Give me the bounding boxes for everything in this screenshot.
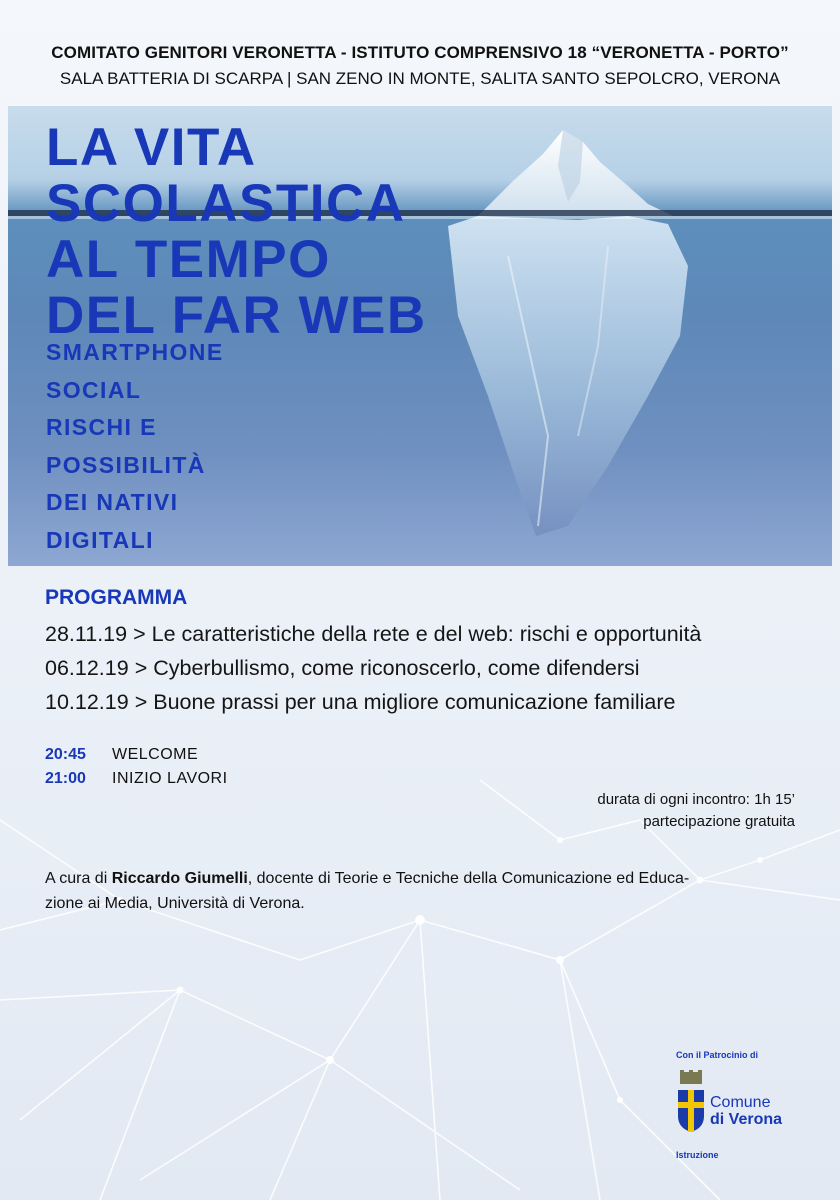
header [8,40,832,92]
subtitle-line: DIGITALI [46,526,154,553]
separator: > [133,622,146,646]
logo-name-line2: di Verona [710,1111,783,1128]
main-title [46,120,427,344]
schedule [45,743,228,791]
participation-text: partecipazione gratuita [643,813,795,830]
title-line: DEL FAR WEB [46,286,427,345]
program-item [45,685,701,719]
subtitle-line: POSSIBILITÀ [46,451,206,478]
coat-of-arms-icon [676,1070,706,1132]
schedule-label: WELCOME [112,746,199,763]
schedule-time: 20:45 [45,746,86,763]
schedule-time: 21:00 [45,770,86,787]
event-date: 06.12.19 [45,656,129,680]
schedule-row [45,767,228,791]
subtitle-line: DEI NATIVI [46,489,179,515]
duration-text: durata di ogni incontro: 1h 15’ [597,791,795,808]
patronage-label: Con il Patrocinio di [676,1050,759,1060]
separator: > [134,690,148,714]
subtitle-line: SMARTPHONE [46,339,224,365]
event-topic: Le caratteristiche della rete e del web: rischi e opportunità [151,622,702,646]
department-label: Istruzione [676,1150,719,1160]
schedule-row [45,743,228,767]
program-item [45,651,701,685]
event-topic: Cyberbullismo, come riconoscerlo, come difendersi [153,656,640,680]
event-topic: Buone prassi per una migliore comunicazione familiare [153,690,676,714]
venue-line: SALA BATTERIA DI SCARPA | SAN ZENO IN MONTE, SALITA SANTO SEPOLCRO, VERONA [59,69,781,88]
subtitle-line: RISCHI E [46,414,157,440]
subtitle-line: SOCIAL [46,376,142,403]
program-heading: PROGRAMMA [45,586,188,609]
logo-body [676,1070,806,1160]
program-item [45,617,701,651]
credit-line: zione ai Media, Università di Verona. [45,895,305,912]
event-date: 28.11.19 [45,622,128,646]
hero-image [8,106,832,566]
organizer-line: COMITATO GENITORI VERONETTA - ISTITUTO COMPRENSIVO 18 “VERONETTA - PORTO” [51,43,789,62]
speaker-name: Riccardo Giumelli [111,870,248,887]
credit [45,866,805,916]
subtitle [46,334,224,559]
logo-text [710,1094,782,1128]
logo-name-line1: Comune [710,1094,771,1111]
title-line: SCOLASTICA [46,174,406,233]
title-line: AL TEMPO [46,230,331,289]
credit-prefix: A cura di [45,870,108,887]
credit-role: , docente di Teorie e Tecniche della Comunicazione ed Educa- [247,870,690,887]
schedule-label: INIZIO LAVORI [112,770,228,787]
program-list [45,617,701,719]
event-date: 10.12.19 [45,690,129,714]
comune-verona-logo [676,1050,806,1160]
info-block [597,789,795,833]
credit-line [45,866,805,891]
separator: > [134,656,148,680]
title-line: LA VITA [46,118,257,177]
